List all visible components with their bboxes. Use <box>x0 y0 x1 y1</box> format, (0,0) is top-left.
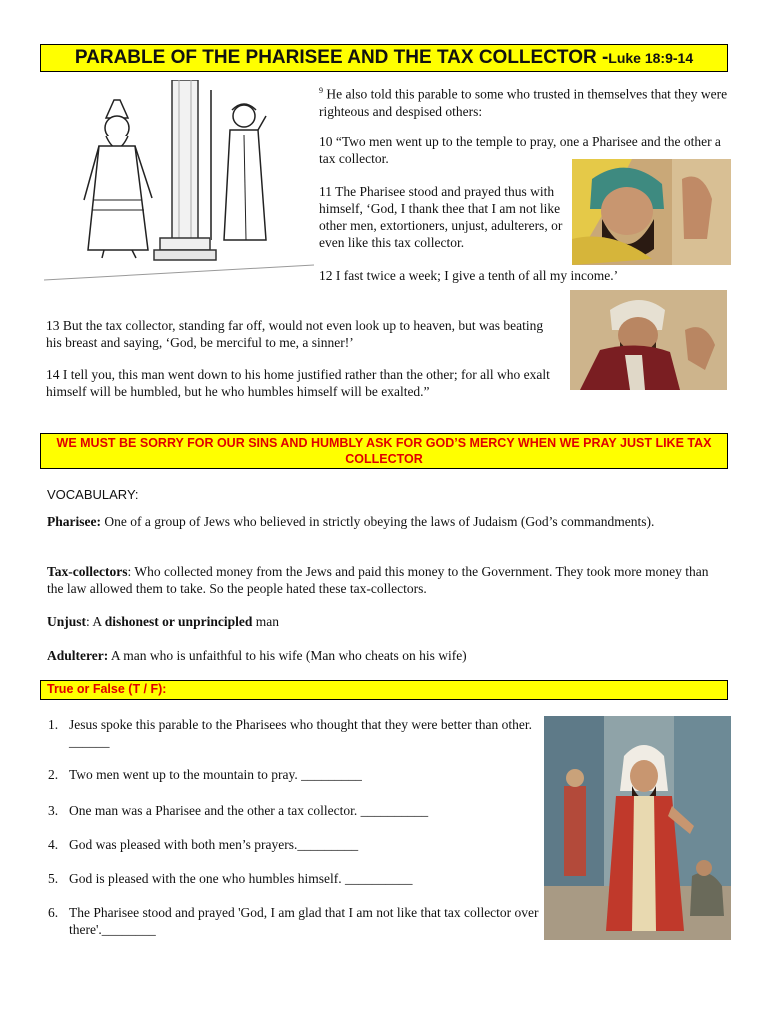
question-text: God was pleased with both men’s prayers._________ <box>69 837 359 852</box>
question-number: 3. <box>48 803 59 818</box>
vocab-definition: : Who collected money from the Jews and paid this money to the Government. They took more money than the law allowed them to take. So the people hated these tax-collectors. <box>47 564 709 596</box>
true-false-heading: True or False (T / F): <box>40 680 728 700</box>
vocab-item-pharisee <box>47 513 727 530</box>
vocab-definition: : A <box>86 614 105 629</box>
verse-9-number: 9 <box>319 86 323 95</box>
verse-9 <box>319 82 729 120</box>
vocab-item-unjust <box>47 613 727 630</box>
tax-collector-praying-image <box>570 290 727 390</box>
question-4 <box>48 836 548 853</box>
question-5 <box>48 870 548 887</box>
vocab-definition: One of a group of Jews who believed in strictly obeying the laws of Judaism (God’s commandments). <box>100 514 655 529</box>
question-number: 5. <box>48 871 59 886</box>
question-number: 4. <box>48 837 59 852</box>
question-text: Two men went up to the mountain to pray. _________ <box>69 767 362 782</box>
verse-10: 10 “Two men went up to the temple to pray, one a Pharisee and the other a tax collector. <box>319 134 721 166</box>
question-number: 1. <box>48 717 59 732</box>
lesson-banner: WE MUST BE SORRY FOR OUR SINS AND HUMBLY ASK FOR GOD’S MERCY WHEN WE PRAY JUST LIKE TAX COLLECTOR <box>40 433 728 469</box>
page-title <box>40 44 728 72</box>
verse-12: 12 I fast twice a week; I give a tenth of all my income.’ <box>319 268 619 283</box>
vocab-definition-bold: dishonest or unprincipled <box>104 614 253 629</box>
vocabulary-heading: VOCABULARY: <box>47 487 139 502</box>
question-2 <box>48 766 548 783</box>
question-3 <box>48 802 548 819</box>
question-text: Jesus spoke this parable to the Pharisees who thought that they were better than other. ______ <box>69 717 533 749</box>
question-number: 6. <box>48 905 59 920</box>
question-text: The Pharisee stood and prayed 'God, I am glad that I am not like that tax collector over there'.________ <box>69 905 539 937</box>
question-text: God is pleased with the one who humbles himself. __________ <box>69 871 413 886</box>
question-1 <box>48 716 548 750</box>
question-number: 2. <box>48 767 59 782</box>
vocab-definition: A man who is unfaithful to his wife (Man who cheats on his wife) <box>108 648 467 663</box>
vocab-term: Unjust <box>47 614 87 629</box>
vocab-definition-end: man <box>252 614 279 629</box>
verse-9-text: He also told this parable to some who trusted in themselves that they were righteous and despised others: <box>319 86 728 119</box>
pharisee-temple-painting <box>544 716 731 940</box>
pharisee-tax-collector-illustration <box>44 80 314 302</box>
verse-14: 14 I tell you, this man went down to his home justified rather than the other; for all who exalt himself will be humbled, but he who humbles himself will be exalted.” <box>46 367 550 399</box>
vocab-item-tax-collectors <box>47 563 727 597</box>
vocab-item-adulterer <box>47 647 727 664</box>
title-main: PARABLE OF THE PHARISEE AND THE TAX COLLECTOR - <box>74 47 609 68</box>
verse-11: 11 The Pharisee stood and prayed thus with himself, ‘God, I thank thee that I am not like other men, extortioners, unjust, adulterers, or even like this tax collector. <box>319 184 563 250</box>
vocab-term: Pharisee: <box>47 514 101 529</box>
question-6 <box>48 904 548 938</box>
verse-13: 13 But the tax collector, standing far off, would not even look up to heaven, but was beating his breast and saying, ‘God, be merciful to me, a sinner!’ <box>46 318 544 350</box>
question-text: One man was a Pharisee and the other a tax collector. __________ <box>69 803 429 818</box>
vocab-term: Tax-collectors <box>47 564 128 579</box>
vocab-term: Adulterer: <box>47 648 109 663</box>
title-reference: Luke 18:9-14 <box>608 50 694 66</box>
pharisee-praying-image <box>572 159 731 265</box>
